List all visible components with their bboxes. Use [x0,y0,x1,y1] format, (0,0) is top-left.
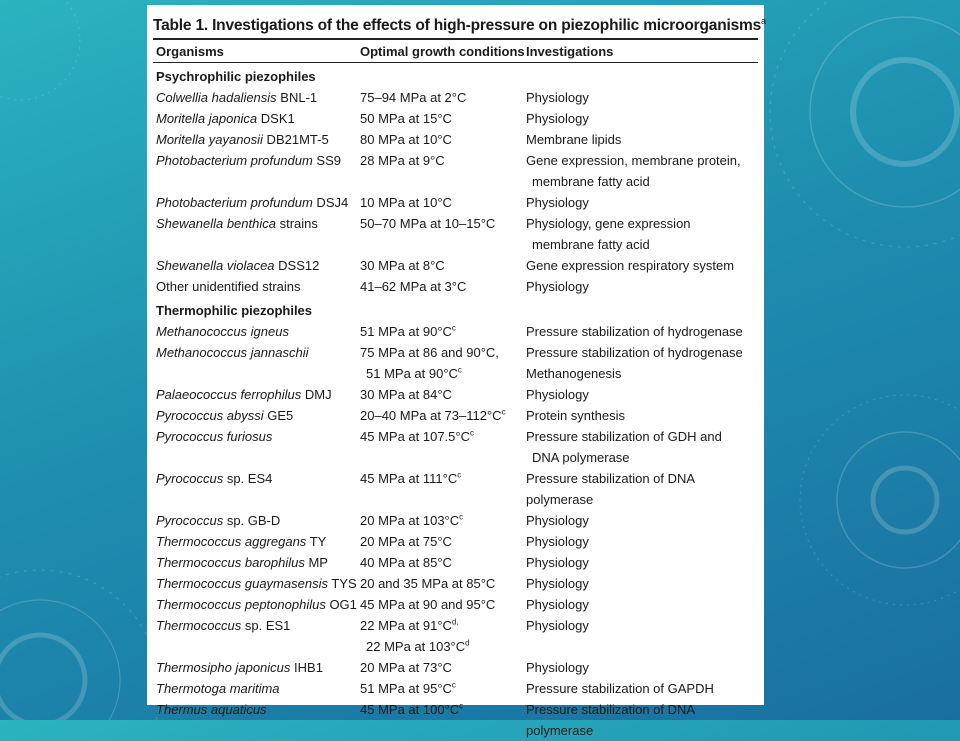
table-row [153,384,758,405]
table-row [153,426,758,468]
table-row [153,255,758,276]
organism-cell: Photobacterium profundum DSJ4 [156,195,349,211]
organism-cell: Pyrococcus abyssi GE5 [156,408,294,424]
table-row [153,108,758,129]
organism-cell: Other unidentified strains [156,279,301,295]
organism-cell: Thermotoga maritima [156,681,280,697]
conditions-cell: 51 MPa at $95^\circ C^c$ [360,680,456,697]
ring-decoration [0,570,160,720]
organism-cell: Pyrococcus sp. ES4 [156,471,273,487]
table-row [153,87,758,108]
organism-cell: Photobacterium profundum SS9 [156,153,341,169]
conditions-cell: 51 MPa at $90^\circ C^c$ [360,323,456,340]
investigations-cell: Pressure stabilization of hydrogenase Methanogenesis [526,345,743,382]
organism-cell: Thermococcus peptonophilus OG1 [156,597,357,613]
investigations-cell: Pressure stabilization of GDH and DNA polymerase [526,429,722,466]
organism-cell: Moritella japonica DSK1 [156,111,295,127]
section-heading: Psychrophilic piezophiles [156,69,316,85]
organism-cell: Thermus aquaticus [156,702,267,718]
investigations-cell: Pressure stabilization of DNA polymerase [526,702,695,739]
ring-decoration [810,17,960,207]
organism-cell: Moritella yayanosii DB21MT-5 [156,132,329,148]
investigations-cell: Physiology, gene expression membrane fatty acid [526,216,691,253]
organism-cell: Colwellia hadaliensis BNL-1 [156,90,318,106]
conditions-cell: 20 MPa at 75°C [360,534,452,550]
investigations-cell: Pressure stabilization of DNA polymerase [526,471,695,508]
investigations-cell: Membrane lipids [526,132,622,148]
conditions-cell: 80 MPa at 10°C [360,132,452,148]
organism-cell: Shewanella benthica strains [156,216,318,232]
investigations-cell: Pressure stabilization of hydrogenase [526,324,743,340]
investigations-cell: Physiology [526,111,589,127]
table-row [153,573,758,594]
investigations-cell: Physiology [526,597,589,613]
ring-decoration [0,635,85,720]
ring-decoration [0,600,120,720]
conditions-cell: 30 MPa at 8°C [360,258,445,274]
section-heading: Thermophilic piezophiles [156,303,313,319]
header-conditions: Optimal growth conditions [360,43,525,59]
organism-cell: Thermococcus aggregans TY [156,534,327,550]
conditions-cell: 45 MPa at $100^\circ C^c$ [360,701,464,718]
table-header [153,40,758,62]
table-row [153,552,758,573]
investigations-cell: Physiology [526,513,589,529]
table-row [153,510,758,531]
investigations-cell: Physiology [526,618,589,634]
conditions-cell: 20 MPa at $103^\circ C^c$ [360,512,464,529]
table-row [153,150,758,192]
conditions-cell: 20 MPa at 73°C [360,660,452,676]
ring-decoration [837,432,960,568]
ring-decoration [0,0,80,100]
investigations-cell: Protein synthesis [526,408,625,424]
investigations-cell: Gene expression, membrane protein, membrane fatty acid [526,153,741,190]
ring-decoration [770,0,960,247]
organism-cell: Methanococcus igneus [156,324,289,340]
table-row [153,699,758,741]
investigations-cell: Physiology [526,90,589,106]
table-row [153,657,758,678]
organism-cell: Palaeococcus ferrophilus DMJ [156,387,332,403]
conditions-cell: 10 MPa at 10°C [360,195,452,211]
table-row [153,213,758,255]
ring-decoration [853,60,957,164]
conditions-cell: 45 MPa at 90 and 95°C [360,597,496,613]
table-row [153,594,758,615]
table-row [153,405,758,426]
table-body [153,63,758,741]
header-organisms: Organisms [156,43,224,59]
table-image [147,5,766,739]
table-row [153,615,758,657]
organism-cell: Thermococcus sp. ES1 [156,618,291,634]
investigations-cell: Physiology [526,534,589,550]
table-row [153,129,758,150]
investigations-cell: Pressure stabilization of GAPDH [526,681,714,697]
investigations-cell: Physiology [526,195,589,211]
ring-decoration [800,395,960,605]
header-investigations: Investigations [526,43,614,59]
table-row [153,192,758,213]
table-row [153,531,758,552]
conditions-cell: 20 and 35 MPa at 85°C [360,576,496,592]
table-title: Table 1. Investigations of the effects of high-pressure on piezophilic microorganisms$^a$ [153,16,766,35]
conditions-cell: 45 MPa at $111^\circ C^c$ [360,470,462,487]
organism-cell: Thermococcus barophilus MP [156,555,328,571]
table-row [153,342,758,384]
investigations-cell: Physiology [526,660,589,676]
organism-cell: Pyrococcus sp. GB-D [156,513,281,529]
ring-decoration [873,468,937,532]
table-row [153,321,758,342]
investigations-cell: Physiology [526,576,589,592]
investigations-cell: Physiology [526,555,589,571]
conditions-cell: 50–70 MPa at 10–15°C [360,216,496,232]
organism-cell: Thermococcus guaymasensis TYS [156,576,357,592]
table-row [153,678,758,699]
conditions-cell: 28 MPa at 9°C [360,153,445,169]
conditions-cell: 50 MPa at 15°C [360,111,452,127]
organism-cell: Shewanella violacea DSS12 [156,258,320,274]
conditions-cell: 20–40 MPa at $73-112^\circ C^c$ [360,407,506,424]
organism-cell: Methanococcus jannaschii [156,345,309,361]
table-row [153,276,758,297]
conditions-cell: 45 MPa at $107.5^\circ C^c$ [360,428,474,445]
conditions-cell: 75–94 MPa at 2°C [360,90,467,106]
organism-cell: Pyrococcus furiosus [156,429,273,445]
conditions-cell: 40 MPa at 85°C [360,555,452,571]
organism-cell: Thermosipho japonicus IHB1 [156,660,323,676]
conditions-cell: 30 MPa at 84°C [360,387,452,403]
conditions-cell: 22 MPa at $91^\circ C^{d,}$ 22 MPa at $103^\circ C^d$ [360,617,470,655]
table-row [153,468,758,510]
investigations-cell: Physiology [526,279,589,295]
conditions-cell: 41–62 MPa at 3°C [360,279,467,295]
investigations-cell: Gene expression respiratory system [526,258,735,274]
conditions-cell: 75 MPa at 86 and 90°C, 51 MPa at $90^\circ C^c$ [360,345,499,382]
investigations-cell: Physiology [526,387,589,403]
